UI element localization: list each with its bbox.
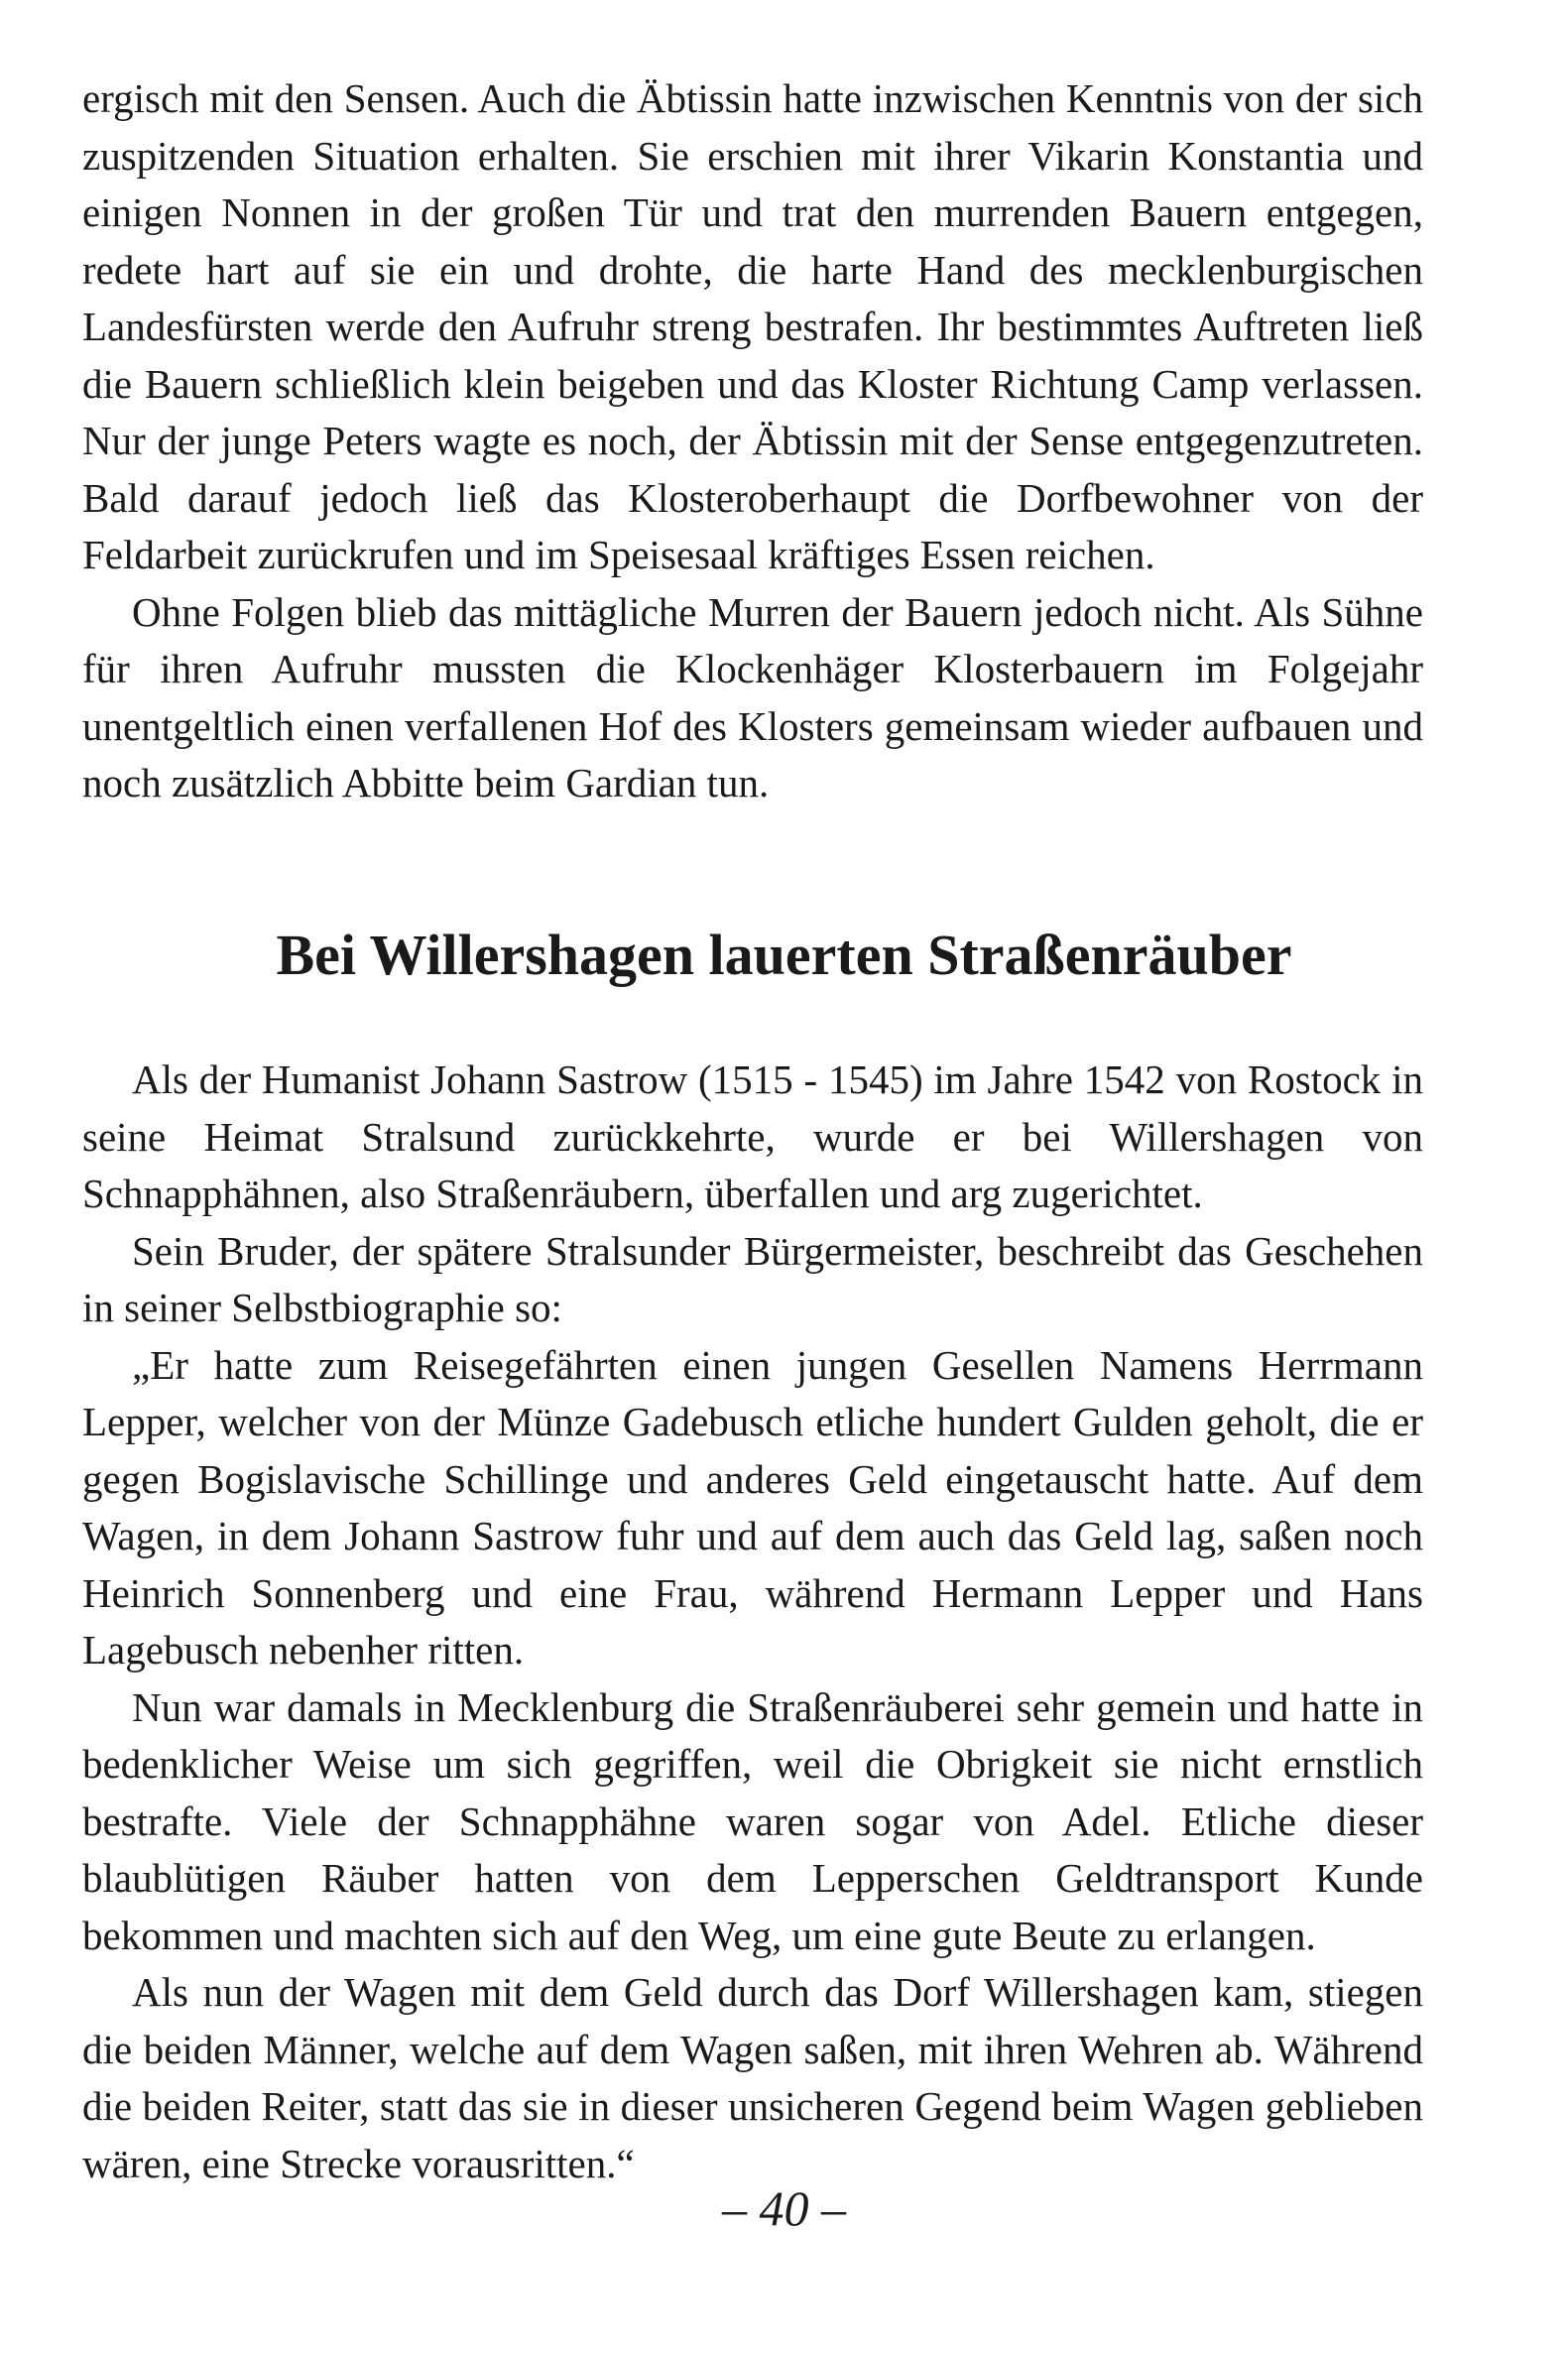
paragraph-quote-end: Als nun der Wagen mit dem Geld durch das Dorf Willershagen kam, stiegen die beiden Männer, welche auf dem Wagen saßen, mit ihren Wehren ab. Während die beiden Reiter, statt das sie in dieser unsicheren Gegend beim Wagen geblieben wären, eine Strecke vorausritten.“ xyxy=(82,1969,1423,2186)
bottom-text-section xyxy=(82,1052,1423,2192)
paragraph-consequences: Ohne Folgen blieb das mittägliche Murren der Bauern jedoch nicht. Als Sühne für ihren Aufruhr mussten die Klockenhäger Klosterbauern im Folgejahr unentgeltlich einen verfallenen Hof des Klosters gemeinsam wieder aufbauen und noch zusätzlich Abbitte beim Gardian tun. xyxy=(82,588,1423,805)
paragraph-brother: Sein Bruder, der spätere Stralsunder Bürgermeister, beschreibt das Geschehen in seiner Selbstbiographie so: xyxy=(82,1227,1423,1330)
section-heading: Bei Willershagen lauerten Straßenräuber xyxy=(276,923,1292,987)
paragraph-continuation: ergisch mit den Sensen. Auch die Äbtissin hatte inzwischen Kenntnis von der sich zuspitzenden Situation erhalten. Sie erschien mit ihrer Vikarin Konstantia und einigen Nonnen in der großen Tür und trat den murrenden Bauern entgegen, redete hart auf sie ein und drohte, die harte Hand des mecklenburgischen Landesfürsten werde den Aufruhr streng bestrafen. Ihr bestimmtes Auftreten ließ die Bauern schließlich klein beigeben und das Kloster Richtung Camp verlassen. Nur der junge Peters wagte es noch, der Äbtissin mit der Sense entgegenzutreten. Bald darauf jedoch ließ das Klosteroberhaupt die Dorfbewohner von der Feldarbeit zurückrufen und im Speisesaal kräftiges Essen reichen. xyxy=(82,75,1423,577)
page-number: – 40 – xyxy=(722,2180,846,2236)
paragraph-robbery: Nun war damals in Mecklenburg die Straßenräuberei sehr gemein und hatte in bedenklicher Weise um sich gegriffen, weil die Obrigkeit sie nicht ernstlich bestrafte. Viele der Schnapphähne waren sogar von Adel. Etliche dieser blaublütigen Räuber hatten von dem Lepperschen Geldtransport Kunde bekommen und machten sich auf den Weg, um eine gute Beute zu erlangen. xyxy=(82,1683,1423,1958)
paragraph-intro: Als der Humanist Johann Sastrow (1515 - 1545) im Jahre 1542 von Rostock in seine Heimat Stralsund zurückkehrte, wurde er bei Willershagen von Schnapphähnen, also Straßenräubern, überfallen und arg zugerichtet. xyxy=(82,1056,1423,1216)
top-text-section xyxy=(82,70,1423,812)
paragraph-quote-start: „Er hatte zum Reisegefährten einen jungen Gesellen Namens Herrmann Lepper, welcher von der Münze Gadebusch etliche hundert Gulden geholt, die er gegen Bogislavische Schillinge und anderes Geld eingetauscht hatte. Auf dem Wagen, in dem Johann Sastrow fuhr und auf dem auch das Geld lag, saßen noch Heinrich Sonnenberg und eine Frau, während Hermann Lepper und Hans Lagebusch nebenher ritten. xyxy=(82,1341,1423,1673)
